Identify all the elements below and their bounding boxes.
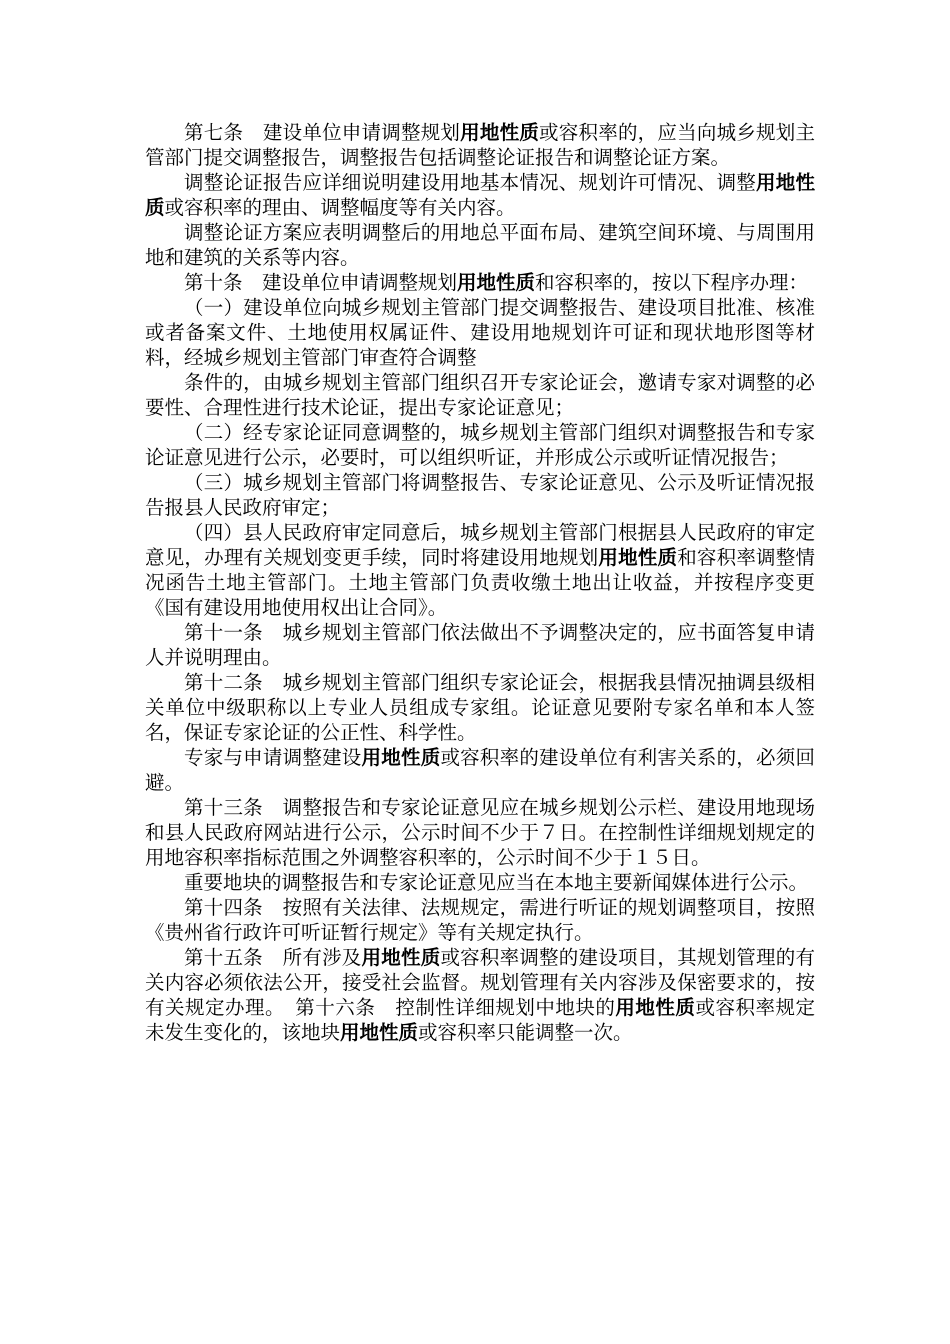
paragraph [145,120,815,170]
paragraph [145,295,815,370]
paragraph-text: 调整论证方案应表明调整后的用地总平面布局、建筑空间环境、与周围用地和建筑的关系等内容。 [145,221,815,269]
paragraph [145,470,815,520]
paragraph [145,370,815,420]
paragraph-text: 第十四条 按照有关法律、法规规定，需进行听证的规划调整项目，按照《贵州省行政许可听证暂行规定》等有关规定执行。 [145,896,815,944]
paragraph [145,220,815,270]
paragraph [145,520,815,620]
paragraph-text: 重要地块的调整报告和专家论证意见应当在本地主要新闻媒体进行公示。 [184,871,809,894]
paragraph [145,270,815,295]
paragraph-text: 和容积率调整情况函告土地主管部门。土地主管部门负责收缴土地出让收益，并按程序变更《国有建设用地使用权出让合同》。 [145,546,815,619]
paragraph-text: 或容积率的理由、调整幅度等有关内容。 [164,196,516,219]
paragraph-text: 或容积率的，应当向城乡规划主管部门提交调整报告，调整报告包括调整论证报告和调整论证方案。 [145,121,815,169]
paragraph-text: （三）城乡规划主管部门将调整报告、专家论证意见、公示及听证情况报告报县人民政府审定； [145,471,815,519]
paragraph-text: 和容积率的，按以下程序办理： [535,271,809,294]
paragraph-text: 第十条 建设单位申请调整规划 [184,271,458,294]
highlighted-keyword: 用地性质 [598,546,678,569]
paragraph-text: 第十三条 调整报告和专家论证意见应在城乡规划公示栏、建设用地现场和县人民政府网站进行公示，公示时间不少于７日。在控制性详细规划规定的用地容积率指标范围之外调整容积率的，公示时间不少于１５日。 [145,796,815,869]
highlighted-keyword: 用地性质 [361,746,441,769]
document-body [145,120,815,1045]
paragraph-text: 第十一条 城乡规划主管部门依法做出不予调整决定的，应书面答复申请人并说明理由。 [145,621,815,669]
paragraph-text: 调整论证报告应详细说明建设用地基本情况、规划许可情况、调整 [184,171,757,194]
paragraph-text: 第七条 建设单位申请调整规划 [184,121,461,144]
paragraph [145,420,815,470]
paragraph-text: 第十二条 城乡规划主管部门组织专家论证会，根据我县情况抽调县级相关单位中级职称以上专业人员组成专家组。论证意见要附专家名单和本人签名，保证专家论证的公正性、科学性。 [145,671,815,744]
paragraph-text: 条件的，由城乡规划主管部门组织召开专家论证会，邀请专家对调整的必要性、合理性进行技术论证，提出专家论证意见； [145,371,815,419]
paragraph-text: （四）县人民政府审定同意后，城乡规划主管部门根据县人民政府的审定意见，办理有关规划变更手续，同时将建设用地规划 [145,521,815,569]
paragraph [145,620,815,670]
paragraph-text: （一）建设单位向城乡规划主管部门提交调整报告、建设项目批准、核准或者备案文件、土地使用权属证件、建设用地规划许可证和现状地形图等材料，经城乡规划主管部门审查符合调整 [145,296,815,369]
paragraph-text: 或容积率只能调整一次。 [418,1021,633,1044]
paragraph-text: （二）经专家论证同意调整的，城乡规划主管部门组织对调整报告和专家论证意见进行公示，必要时，可以组织听证，并形成公示或听证情况报告； [145,421,815,469]
paragraph [145,870,815,895]
paragraph-text: 或容积率规定未发生变化的，该地块 [145,996,815,1044]
highlighted-keyword: 用地性质 [457,271,536,294]
paragraph [145,945,815,1045]
paragraph-text: 或容积率调整的建设项目，其规划管理的有关内容必须依法公开，接受社会监督。规划管理有关内容涉及保密要求的，按有关规定办理。 第十六条 控制性详细规划中地块的 [145,946,815,1019]
highlighted-keyword: 用地性质 [361,946,441,969]
paragraph [145,670,815,745]
paragraph-text: 第十五条 所有涉及 [184,946,362,969]
paragraph [145,745,815,795]
highlighted-keyword: 用地性质 [615,996,696,1019]
paragraph [145,895,815,945]
paragraph-text: 专家与申请调整建设 [184,746,362,769]
paragraph [145,170,815,220]
highlighted-keyword: 用地性质 [460,121,540,144]
paragraph-text: 或容积率的建设单位有利害关系的，必须回避。 [145,746,815,794]
highlighted-keyword: 用地性质 [340,1021,419,1044]
highlighted-keyword: 用地性质 [145,171,815,219]
paragraph [145,795,815,870]
